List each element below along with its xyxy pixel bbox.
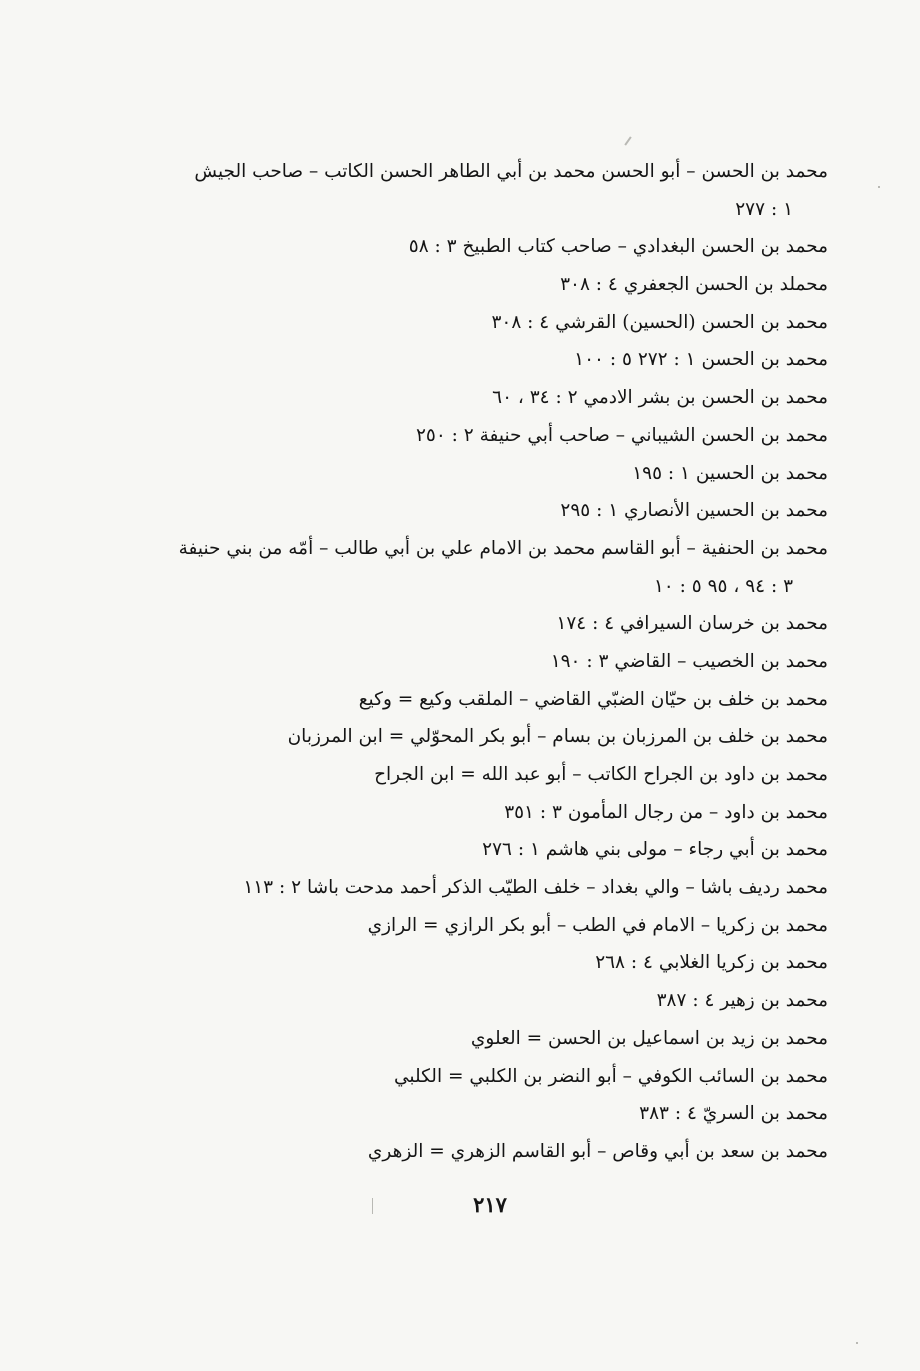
paper-speck xyxy=(878,186,880,188)
index-entry-line: محمد بن أبي رجاء – مولى بني هاشم ١ : ٢٧٦ xyxy=(482,839,828,861)
index-entry-line: محمد بن الحنفية – أبو القاسم محمد بن الامام علي بن أبي طالب – أمّه من بني حنيفة xyxy=(178,537,828,559)
index-entry-continuation: ١ : ٢٧٧ xyxy=(735,198,793,220)
index-entries xyxy=(128,153,828,1171)
index-entry-line: محمد بن السريّ ٤ : ٣٨٣ xyxy=(639,1103,828,1125)
index-entry-line: محمد بن الخصيب – القاضي ٣ : ١٩٠ xyxy=(550,650,828,672)
index-entry-line: محمد بن الحسن الشيباني – صاحب أبي حنيفة ٢ : ٢٥٠ xyxy=(415,424,828,446)
index-entry-line: محمد بن خلف بن المرزبان بن بسام – أبو بكر المحوّلي = ابن المرزبان xyxy=(287,726,828,748)
index-entry-line: محمد بن الحسن البغدادي – صاحب كتاب الطبيخ ٣ : ٥٨ xyxy=(408,236,828,258)
index-entry-line: محمد رديف باشا – والي بغداد – خلف الطيّب الذكر أحمد مدحت باشا ٢ : ١١٣ xyxy=(243,877,828,899)
index-entry-line: محمد بن الحسن بن بشر الادمي ٢ : ٣٤ ، ٦٠ xyxy=(492,387,828,409)
index-entry-line: محمد بن خلف بن حيّان الضبّي القاضي – الملقب وكيع = وكيع xyxy=(358,688,828,710)
index-entry-line: محملد بن الحسن الجعفري ٤ : ٣٠٨ xyxy=(560,274,828,296)
index-entry-line: محمد بن داود – من رجال المأمون ٣ : ٣٥١ xyxy=(504,801,828,823)
paper-speck xyxy=(624,136,631,145)
index-entry-line: محمد بن زهير ٤ : ٣٨٧ xyxy=(656,990,828,1012)
index-entry-line: محمد بن الحسن ١ : ٢٧٢ ٥ : ١٠٠ xyxy=(574,349,828,371)
index-entry-line: محمد بن خرسان السيرافي ٤ : ١٧٤ xyxy=(556,613,828,635)
index-entry-line: محمد بن داود بن الجراح الكاتب – أبو عبد الله = ابن الجراح xyxy=(374,764,828,785)
index-entry-line: محمد بن زكريا – الامام في الطب – أبو بكر الرازي = الرازي xyxy=(367,914,828,936)
index-entry-line: محمد بن زيد بن اسماعيل بن الحسن = العلوي xyxy=(470,1027,828,1049)
index-entry-line: محمد بن الحسين الأنصاري ١ : ٢٩٥ xyxy=(560,500,828,522)
index-entry-continuation: ٣ : ٩٤ ، ٩٥ ٥ : ١٠ xyxy=(653,575,793,597)
index-entry-line: محمد بن سعد بن أبي وقاص – أبو القاسم الزهري = الزهري xyxy=(367,1140,828,1162)
index-entry-line: محمد بن الحسن – أبو الحسن محمد بن أبي الطاهر الحسن الكاتب – صاحب الجيش xyxy=(194,161,828,182)
paper-speck xyxy=(372,1198,373,1214)
index-entry-line: محمد بن الحسن (الحسين) القرشي ٤ : ٣٠٨ xyxy=(491,311,828,333)
paper-speck xyxy=(856,1342,858,1344)
index-entry-line: محمد بن زكريا الغلابي ٤ : ٢٦٨ xyxy=(595,952,828,974)
page-number: ٢١٧ xyxy=(473,1192,507,1217)
index-entry-line: محمد بن السائب الكوفي – أبو النضر بن الكلبي = الكلبي xyxy=(393,1065,828,1087)
index-entry-line: محمد بن الحسين ١ : ١٩٥ xyxy=(632,462,828,484)
